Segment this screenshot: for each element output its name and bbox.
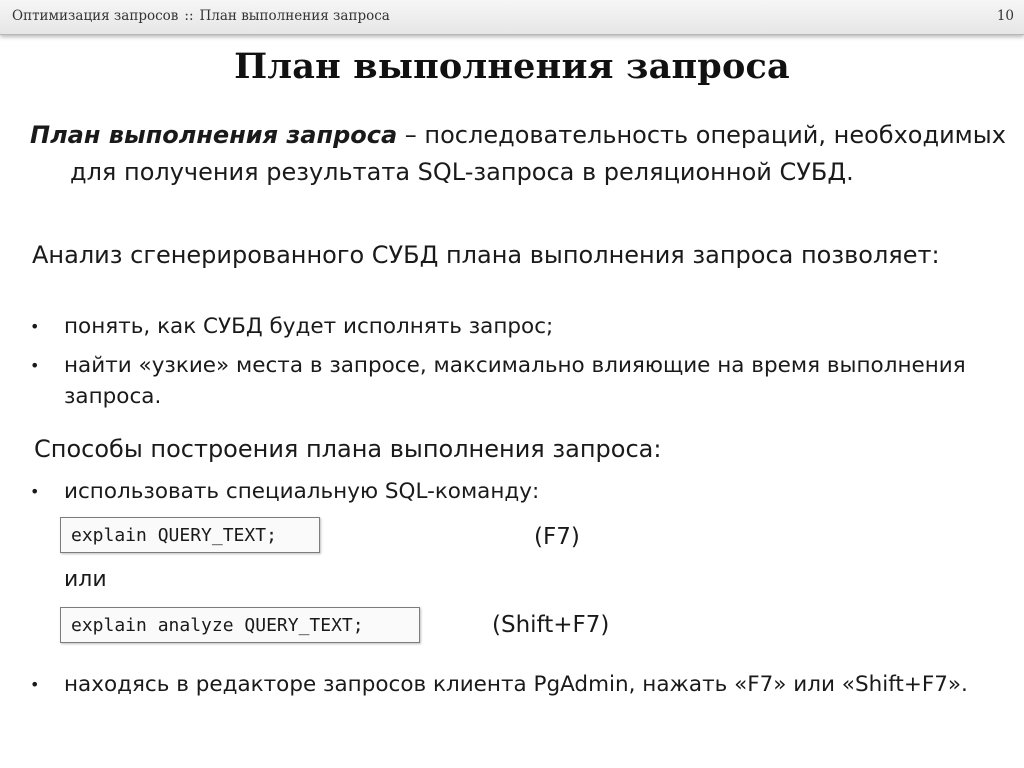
bullet-dot: •	[30, 317, 40, 336]
bullet-dot: •	[30, 482, 40, 501]
definition-text: – последовательность операций, необходимых для получения результата SQL-запроса в реляционной СУБД.	[70, 121, 1006, 186]
methods-bullet-2	[30, 669, 980, 700]
bullet-dot: •	[30, 675, 40, 694]
definition-paragraph	[30, 117, 1024, 191]
or-label: или	[64, 567, 107, 592]
shortcut-shift-f7: (Shift+F7)	[492, 612, 610, 638]
analysis-bullet-2	[30, 350, 980, 412]
slide-title: План выполнения запроса	[234, 46, 790, 87]
breadcrumb-section: Оптимизация запросов	[12, 8, 179, 24]
code-explain-analyze: explain analyze QUERY_TEXT;	[60, 607, 420, 643]
slide-header	[0, 0, 1024, 35]
analysis-bullet-1	[30, 311, 980, 342]
breadcrumb-page: План выполнения запроса	[199, 8, 390, 24]
breadcrumb-separator: ::	[184, 8, 194, 24]
shortcut-f7: (F7)	[534, 524, 580, 550]
breadcrumb	[12, 8, 390, 24]
definition-term: План выполнения запроса	[30, 121, 398, 149]
analysis-intro: Анализ сгенерированного СУБД плана выполнения запроса позволяет:	[32, 241, 940, 269]
bullet-text: понять, как СУБД будет исполнять запрос;	[64, 314, 554, 339]
page-number: 10	[996, 8, 1014, 24]
bullet-text: находясь в редакторе запросов клиента PgAdmin, нажать «F7» или «Shift+F7».	[64, 672, 968, 697]
bullet-text: найти «узкие» места в запросе, максимально влияющие на время выполнения запроса.	[64, 353, 966, 409]
bullet-dot: •	[30, 356, 40, 375]
methods-intro: Способы построения плана выполнения запроса:	[34, 435, 662, 463]
bullet-text: использовать специальную SQL-команду:	[64, 479, 540, 504]
code-explain: explain QUERY_TEXT;	[60, 517, 320, 553]
methods-bullet-1	[30, 476, 980, 507]
